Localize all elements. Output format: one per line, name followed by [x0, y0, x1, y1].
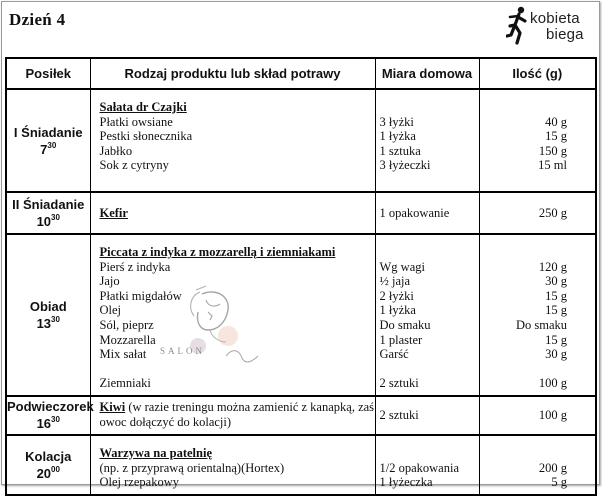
meal-row-lunch [6, 234, 596, 396]
meal-row-snack [6, 396, 596, 435]
meal-label [6, 396, 94, 435]
quantity-item: 30 g [545, 347, 567, 362]
meal-time: $10^{30}$ [36, 213, 60, 229]
measure-item: 1 opakowanie [379, 205, 450, 220]
quantity-cell [479, 192, 596, 234]
watermark-text: SALON [160, 346, 206, 356]
quantity-item: 15 g [545, 303, 567, 318]
column-header-quantity: Ilość (g) [479, 58, 596, 89]
measure-item: 1 łyżeczka [379, 475, 433, 490]
product-item: Olej [99, 303, 122, 318]
measure-item: 1 sztuka [379, 143, 421, 158]
product-cell [90, 89, 375, 192]
meal-time: $16^{30}$ [36, 415, 60, 432]
meal-time: $13^{30}$ [36, 314, 60, 331]
quantity-item: 200 g [538, 460, 567, 475]
product-item: (np. z przyprawą orientalną)(Hortex) [99, 460, 285, 475]
measure-cell [375, 396, 479, 435]
product-item: Jajo [99, 274, 120, 289]
measure-item: 1/2 opakowania [379, 460, 459, 475]
column-header-measure: Miara domowa [375, 58, 479, 89]
dish-note: (w razie treningu można zamienić z kanapką, zaś owoc dołączyć do kolacji) [99, 399, 375, 429]
product-cell [90, 396, 375, 435]
quantity-cell [479, 89, 596, 192]
dish-title: Piccata z indyka z mozzarellą i ziemniakami [99, 245, 336, 259]
quantity-item: 5 g [551, 475, 567, 490]
meal-name: Kolacja [25, 448, 72, 464]
product-item: Pestki słonecznika [99, 129, 193, 144]
measure-item: Garść [379, 347, 409, 362]
quantity-item: Do smaku [515, 317, 567, 332]
kobieta-biega-logo [506, 6, 592, 46]
product-item: Sól, pieprz [99, 317, 154, 332]
measure-item: 1 łyżka [379, 303, 416, 318]
measure-item: 2 łyżki [379, 288, 414, 303]
measure-item: 3 łyżeczki [379, 158, 431, 173]
dish-title: Warzywa na patelnię [99, 445, 212, 460]
meal-time: $20^{00}$ [36, 464, 60, 481]
quantity-item: 40 g [545, 114, 567, 129]
meal-plan-table [5, 57, 597, 496]
column-header-product: Rodzaj produktu lub skład potrawy [90, 58, 375, 89]
meal-row-breakfast-1 [6, 89, 596, 192]
quantity-item: 100 g [538, 408, 567, 423]
product-item: Płatki owsiane [99, 114, 173, 129]
salon-beauty-watermark [150, 282, 270, 378]
product-item: Jabłko [99, 143, 133, 158]
measure-cell [375, 192, 479, 234]
table-header-row [6, 58, 596, 89]
product-item: Ziemniaki [99, 376, 151, 391]
quantity-item: 15 g [545, 332, 567, 347]
quantity-item: 15 ml [538, 158, 567, 173]
measure-cell [375, 234, 479, 396]
product-item: Sok z cytryny [99, 158, 169, 173]
measure-item: 1 plaster [379, 332, 423, 347]
dish-title: Kiwi [99, 399, 126, 414]
meal-time: $7^{30}$ [40, 140, 57, 157]
quantity-cell [479, 396, 596, 435]
measure-item: 1 łyżka [379, 129, 416, 144]
measure-item: 2 sztuki [379, 376, 419, 391]
quantity-item: 100 g [538, 376, 567, 391]
meal-row-breakfast-2 [6, 192, 596, 234]
quantity-item: 150 g [538, 143, 567, 158]
product-item: Mozzarella [99, 332, 156, 347]
column-header-meal: Posiłek [6, 58, 90, 89]
measure-item: ½ jaja [379, 274, 411, 289]
measure-item: Do smaku [379, 317, 431, 332]
measure-cell [375, 89, 479, 192]
product-item: Płatki migdałów [99, 288, 182, 303]
meal-label [6, 192, 90, 234]
measure-item: Wg wagi [379, 259, 425, 274]
meal-name: II Śniadanie [12, 197, 85, 212]
day-title: Dzień 4 [9, 10, 66, 29]
measure-item: 3 łyżki [379, 114, 414, 129]
product-cell [90, 192, 375, 234]
logo-text-kobieta: kobieta [530, 10, 580, 27]
quantity-item: 250 g [538, 205, 567, 220]
product-item: Mix sałat [99, 347, 147, 362]
dish-title: Sałata dr Czajki [99, 100, 187, 114]
quantity-item: 15 g [545, 288, 567, 303]
logo-text-biega: biega [546, 26, 584, 43]
quantity-cell [479, 234, 596, 396]
product-item: Olej rzepakowy [99, 475, 179, 490]
dish-title: Kefir [99, 205, 128, 220]
meal-name: I Śniadanie [13, 124, 83, 140]
quantity-item: 120 g [538, 259, 567, 274]
quantity-item: 30 g [545, 274, 567, 289]
meal-label [6, 89, 90, 192]
runner-icon [506, 6, 532, 46]
meal-label [6, 234, 90, 396]
woman-face-watermark-icon [150, 282, 270, 378]
meal-name: Obiad [29, 298, 67, 314]
quantity-item: 15 g [545, 129, 567, 144]
meal-name: Podwieczorek [7, 399, 94, 415]
product-item: Pierś z indyka [99, 259, 171, 274]
measure-item: 2 sztuki [379, 408, 419, 423]
